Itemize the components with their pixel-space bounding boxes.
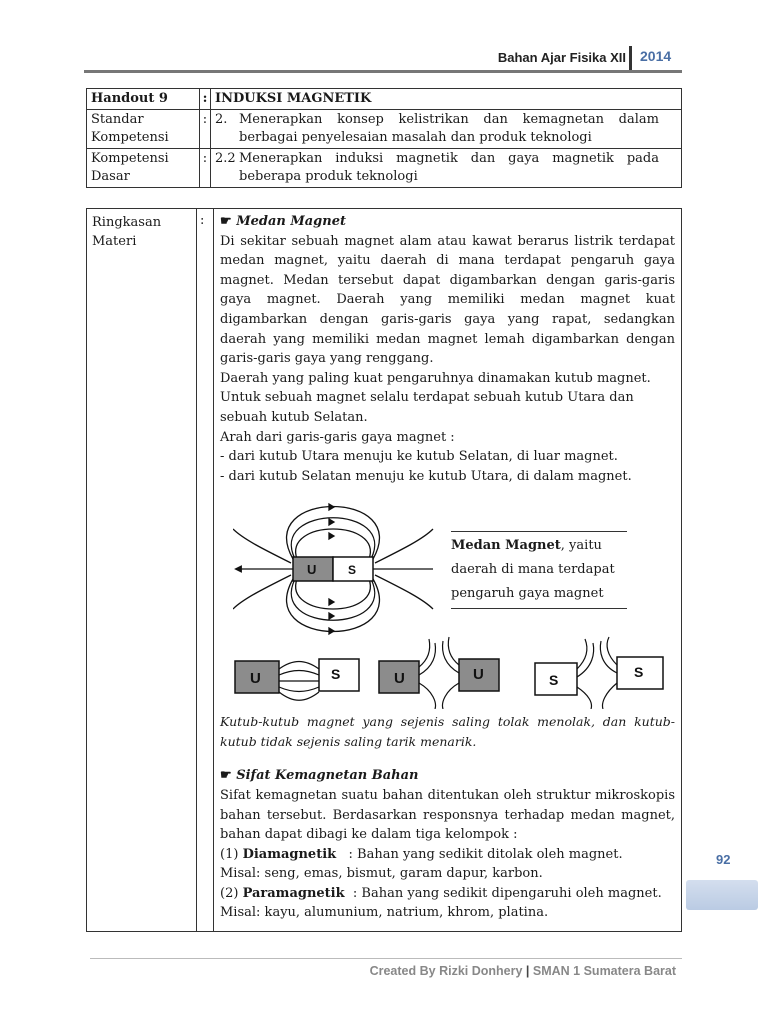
header-year: 2014 [640,48,672,64]
item-term: Diamagnetik [242,846,337,862]
item-term: Paramagnetik [242,885,345,901]
section-title: Medan Magnet [236,214,346,229]
column-divider [196,209,197,931]
column-divider [213,209,214,931]
ringkasan-label: Ringkasan Materi [92,215,162,249]
item-desc: : Bahan yang sedikit dipengaruhi oleh magnet. [352,885,662,901]
colon: : [200,149,211,188]
standar-kompetensi-value [211,110,682,149]
pole-label: U [473,666,484,683]
colon: : [200,89,211,110]
info-table [86,88,682,188]
page-tab-decoration [686,880,758,910]
paragraph: Daerah yang paling kuat pengaruhnya dinamakan kutub magnet. [220,370,651,386]
pole-label: U [394,670,405,687]
kompetensi-dasar-value [211,149,682,188]
pole-label: S [634,664,644,680]
kompetensi-dasar-label: Kompetensi Dasar [87,149,200,188]
footer-rule [90,958,682,959]
sk-number: 2. [215,112,228,127]
spacer [220,752,675,766]
standar-kompetensi-label: Standar Kompetensi [87,110,200,149]
section-title: Sifat Kemagnetan Bahan [236,768,419,784]
page-number: 92 [716,852,731,867]
item-number: (1) [220,846,239,862]
poles-note: Kutub-kutub magnet yang sejenis saling tolak menolak, dan kutub-kutub tidak sejenis saling tarik menarik. [220,714,675,750]
colon: : [200,213,205,228]
footer-school: SMAN 1 Sumatera Barat [532,964,676,978]
item-desc: : Bahan yang sedikit ditolak oleh magnet. [348,846,623,862]
paragraph: Di sekitar sebuah magnet alam atau kawat berarus listrik terdapat medan magnet, yaitu daerah di mana terdapat pengaruh gaya magnet. Medan tersebut dapat digambarkan dengan garis-garis gaya magnet. Daerah yang memiliki medan magnet kuat digambarkan dengan garis-garis gaya yang rapat, sedangkan daerah yang memiliki medan magnet lemah digambarkan dengan garis-garis gaya yang renggang. [220,233,675,367]
section-heading-medan-magnet [220,212,675,232]
paragraph: Untuk sebuah magnet selalu terdapat sebuah kutub Utara dan sebuah kutub Selatan. [220,390,634,425]
bullet-item: - dari kutub Selatan menuju ke kutub Utara, di dalam magnet. [220,468,632,484]
pole-label: S [549,672,559,688]
caption-text: , yaitu daerah di mana terdapat pengaruh gaya magnet [451,538,615,601]
pole-label: U [307,562,317,577]
table-row [87,110,682,149]
header-separator [629,46,632,70]
bullet-item: - dari kutub Utara menuju ke kutub Selatan, di luar magnet. [220,449,618,465]
handout-title: INDUKSI MAGNETIK [211,89,682,110]
pole-label: S [348,563,357,577]
table-row [87,89,682,110]
list-item-example: Misal: kayu, alumunium, natrium, khrom, platina. [220,905,549,921]
table-row [87,149,682,188]
paragraph: Sifat kemagnetan suatu bahan ditentukan oleh struktur mikroskopis bahan tersebut. Berdasarkan responsnya terhadap medan magnet, bahan dapat dibagi ke dalam tiga kelompok : [220,787,675,843]
caption-term: Medan Magnet [451,538,561,553]
footer-separator: | [525,964,530,978]
list-item-example: Misal: seng, emas, bismut, garam dapur, karbon. [220,866,543,882]
figure-caption [451,531,627,609]
pointing-hand-icon: ☛ [220,768,232,784]
footer-author: Created By Rizki Donhery [369,964,523,978]
list-item [220,884,675,904]
sk-text: Menerapkan konsep kelistrikan dan kemagnetan dalam berbagai penyelesaian masalah dan produk teknologi [239,112,659,145]
page-footer [370,964,676,978]
handout-label: Handout 9 [87,89,200,110]
page-header [0,46,768,72]
pointing-hand-icon: ☛ [220,214,232,229]
summary-box [86,208,682,932]
item-number: (2) [220,885,239,901]
header-title: Bahan Ajar Fisika XII [497,50,626,65]
pole-label: U [250,670,261,687]
list-item [220,845,675,865]
colon: : [200,110,211,149]
kd-number: 2.2 [215,151,236,166]
header-rule [84,70,682,73]
paragraph: Arah dari garis-garis gaya magnet : [220,429,455,445]
kd-text: Menerapkan induksi magnetik dan gaya magnetik pada beberapa produk teknologi [239,151,659,184]
section-heading-sifat-kemagnetan [220,766,675,786]
pole-label: S [331,666,341,682]
